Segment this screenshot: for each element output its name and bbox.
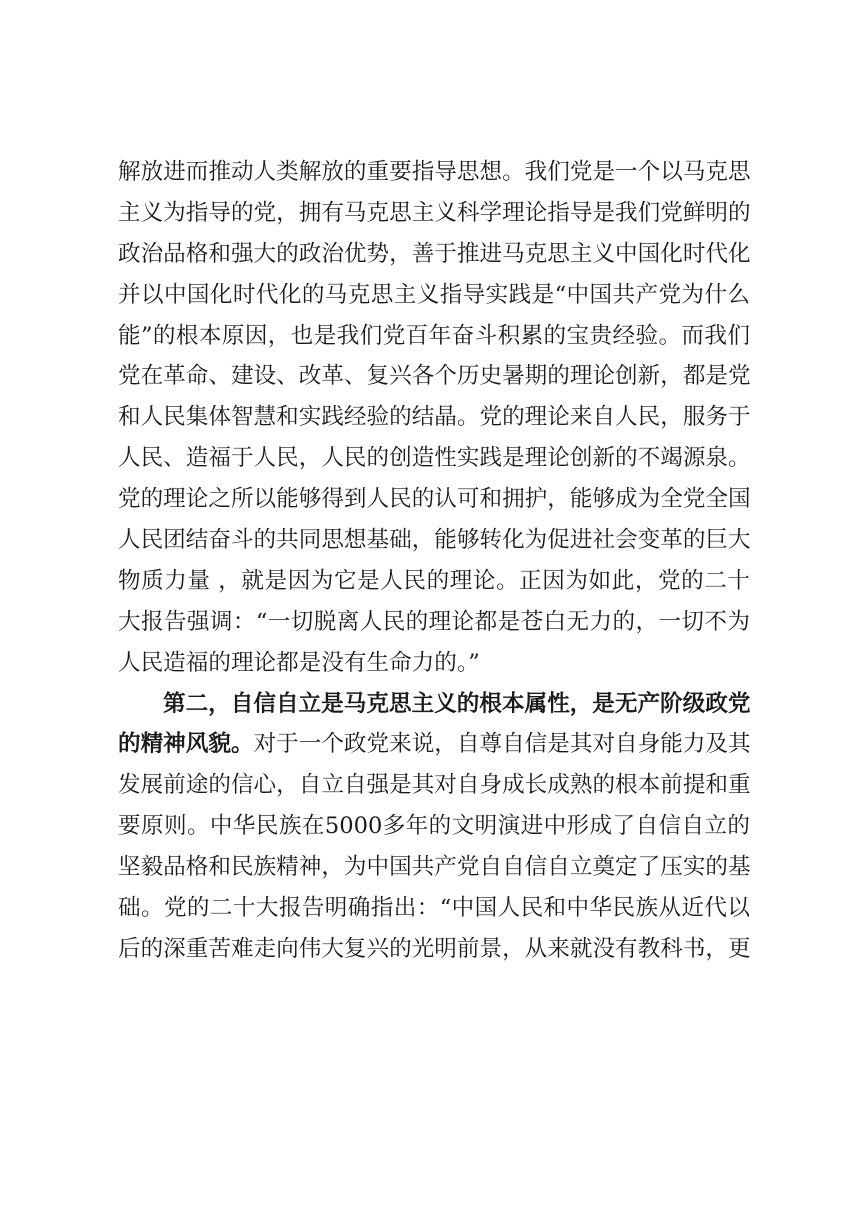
paragraph-line: 大报告强调：“一切脱离人民的理论都是苍白无力的，一切不为 [118, 608, 750, 635]
paragraph-1 [118, 152, 750, 684]
paragraph-line: 要原则。中华民族在5000多年的文明演进中形成了自信自立的 [118, 813, 750, 840]
paragraph-line: 人民、造福于人民，人民的创造性实践是理论创新的不竭源泉。 [118, 445, 751, 472]
paragraph-line: 础。党的二十大报告明确指出：“中国人民和中华民族从近代以 [118, 895, 750, 922]
body-text [118, 152, 750, 970]
paragraph-line: 主义为指导的党，拥有马克思主义科学理论指导是我们党鲜明的 [118, 199, 751, 226]
paragraph-line: 并以中国化时代化的马克思主义指导实践是“中国共产党为什么 [118, 281, 750, 308]
paragraph-line: 解放进而推动人类解放的重要指导思想。我们党是一个以马克思 [118, 159, 751, 185]
paragraph-line: 能”的根本原因，也是我们党百年奋斗积累的宝贵经验。而我们 [118, 322, 750, 349]
paragraph-line [118, 724, 750, 765]
paragraph-line: 党在革命、建设、改革、复兴各个历史暑期的理论创新，都是党 [118, 363, 751, 390]
paragraph-heading-end: 的精神风貌。 [118, 731, 254, 758]
paragraph-line: 人民团结奋斗的共同思想基础，能够转化为促进社会变革的巨大 [118, 527, 751, 554]
paragraph-line-rest: 对于一个政党来说，自尊自信是其对自身能力及其 [253, 731, 751, 758]
paragraph-line: 人民造福的理论都是没有生命力的。” [118, 649, 480, 676]
paragraph-line: 政治品格和强大的政治优势，善于推进马克思主义中国化时代化 [118, 240, 751, 267]
paragraph-line: 坚毅品格和民族精神，为中国共产党自自信自立奠定了压实的基 [118, 854, 751, 881]
paragraph-line: 物质力量 ，就是因为它是人民的理论。正因为如此，党的二十 [118, 567, 750, 594]
paragraph-heading: 第二，自信自立是马克思主义的根本属性，是无产阶级政党 [163, 690, 751, 717]
paragraph-line: 发展前途的信心，自立自强是其对自身成长成熟的根本前提和重 [118, 772, 751, 799]
paragraph-2 [118, 684, 750, 970]
paragraph-line: 后的深重苦难走向伟大复兴的光明前景，从来就没有教科书，更 [118, 935, 751, 962]
paragraph-line: 和人民集体智慧和实践经验的结晶。党的理论来自人民，服务于 [118, 404, 751, 431]
paragraph-line: 党的理论之所以能够得到人民的认可和拥护，能够成为全党全国 [118, 486, 751, 513]
